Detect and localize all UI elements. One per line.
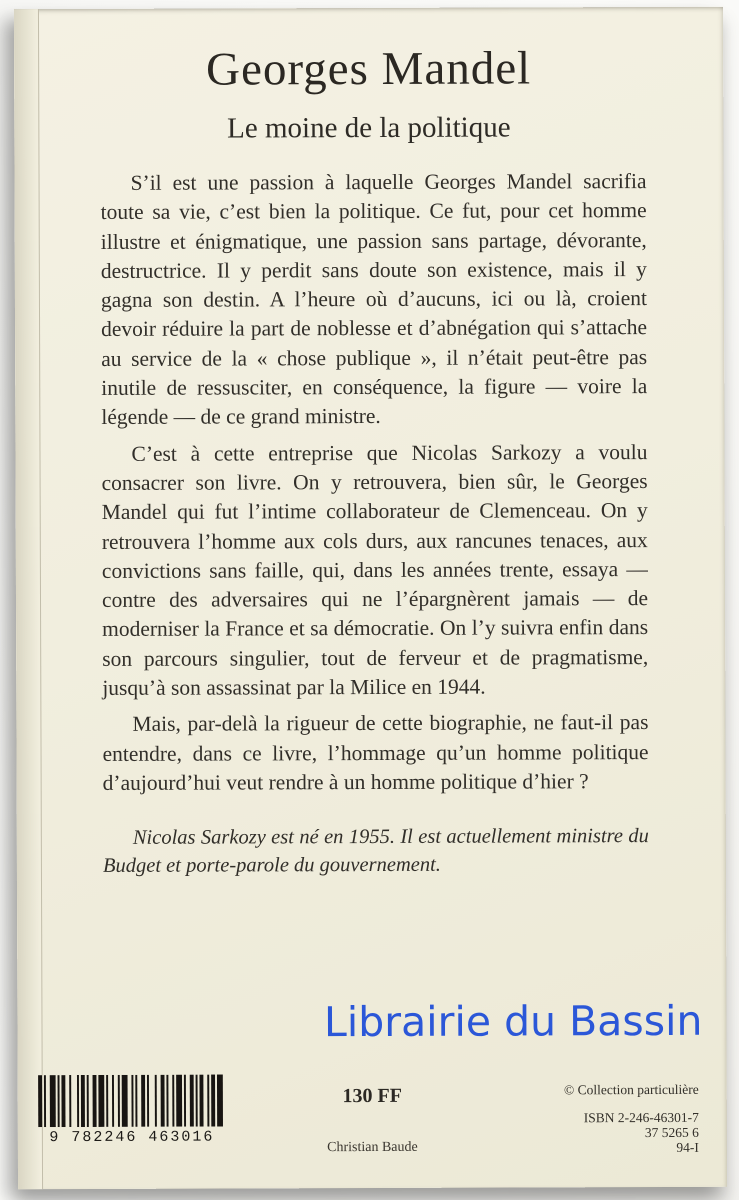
blurb-paragraph-2: C’est à cette entreprise que Nicolas Sarkozy a voulu consacrer son livre. On y retrouvera, bien sûr, le Georges Mandel qui fut l’intime collaborateur de Clemenceau. On y retrouvera l’homme aux cols durs, aux rancunes tenaces, aux convictions sans faille, qui, dans les années trente, essaya — contre des adversaires qui ne l’épargnèrent jamais — de moderniser la France et sa démocratie. On l’y suivra enfin dans son parcours singulier, tout de ferveur et de pragmatisme, jusqu’à son assassinat par la Milice en 1944.	[101, 439, 649, 700]
edition-code: 94-I	[676, 1139, 699, 1155]
price: 130 FF	[342, 1084, 402, 1108]
bookseller-watermark: Librairie du Bassin	[323, 996, 703, 1047]
book-subtitle: Le moine de la politique	[227, 111, 511, 145]
book-title: Georges Mandel	[206, 42, 532, 96]
author-note: Nicolas Sarkozy est né en 1955. Il est actuellement ministre du Budget et porte-parole du gouvernement.	[102, 825, 649, 878]
photo-credit: Christian Baude	[327, 1139, 418, 1156]
collection-note: © Collection particulière	[563, 1081, 699, 1098]
book-spine-edge	[14, 9, 43, 1189]
blurb	[101, 167, 650, 887]
isbn: ISBN 2-246-46301-7	[583, 1109, 699, 1126]
blurb-paragraph-1: S’il est une passion à laquelle Georges Mandel sacrifia toute sa vie, c’est bien la politique. Ce fut, pour cet homme illustre et énigmatique, une passion sans partage, dévorante, destructrice. Il y perdit sans doute son existence, mais il y gagna son destin. A l’heure où d’aucuns, ici ou là, croient devoir réduire la part de noblesse et d’abnégation qui s’attache au service de la « chose publique », il n’était peut-être pas inutile de ressusciter, en conséquence, la figure — voire la légende — de ce grand ministre.	[100, 169, 648, 430]
barcode-digits: 9 782246 463016	[49, 1128, 215, 1147]
blurb-paragraph-3: Mais, par-delà la rigueur de cette biographie, ne faut-il pas entendre, dans ce livre, l’hommage qu’un homme politique d’aujourd’hui veut rendre à un homme politique d’hier ?	[102, 710, 649, 795]
publisher-info	[564, 1082, 699, 1155]
book-back-cover	[14, 7, 727, 1189]
print-code: 37 5265 6	[644, 1124, 699, 1141]
